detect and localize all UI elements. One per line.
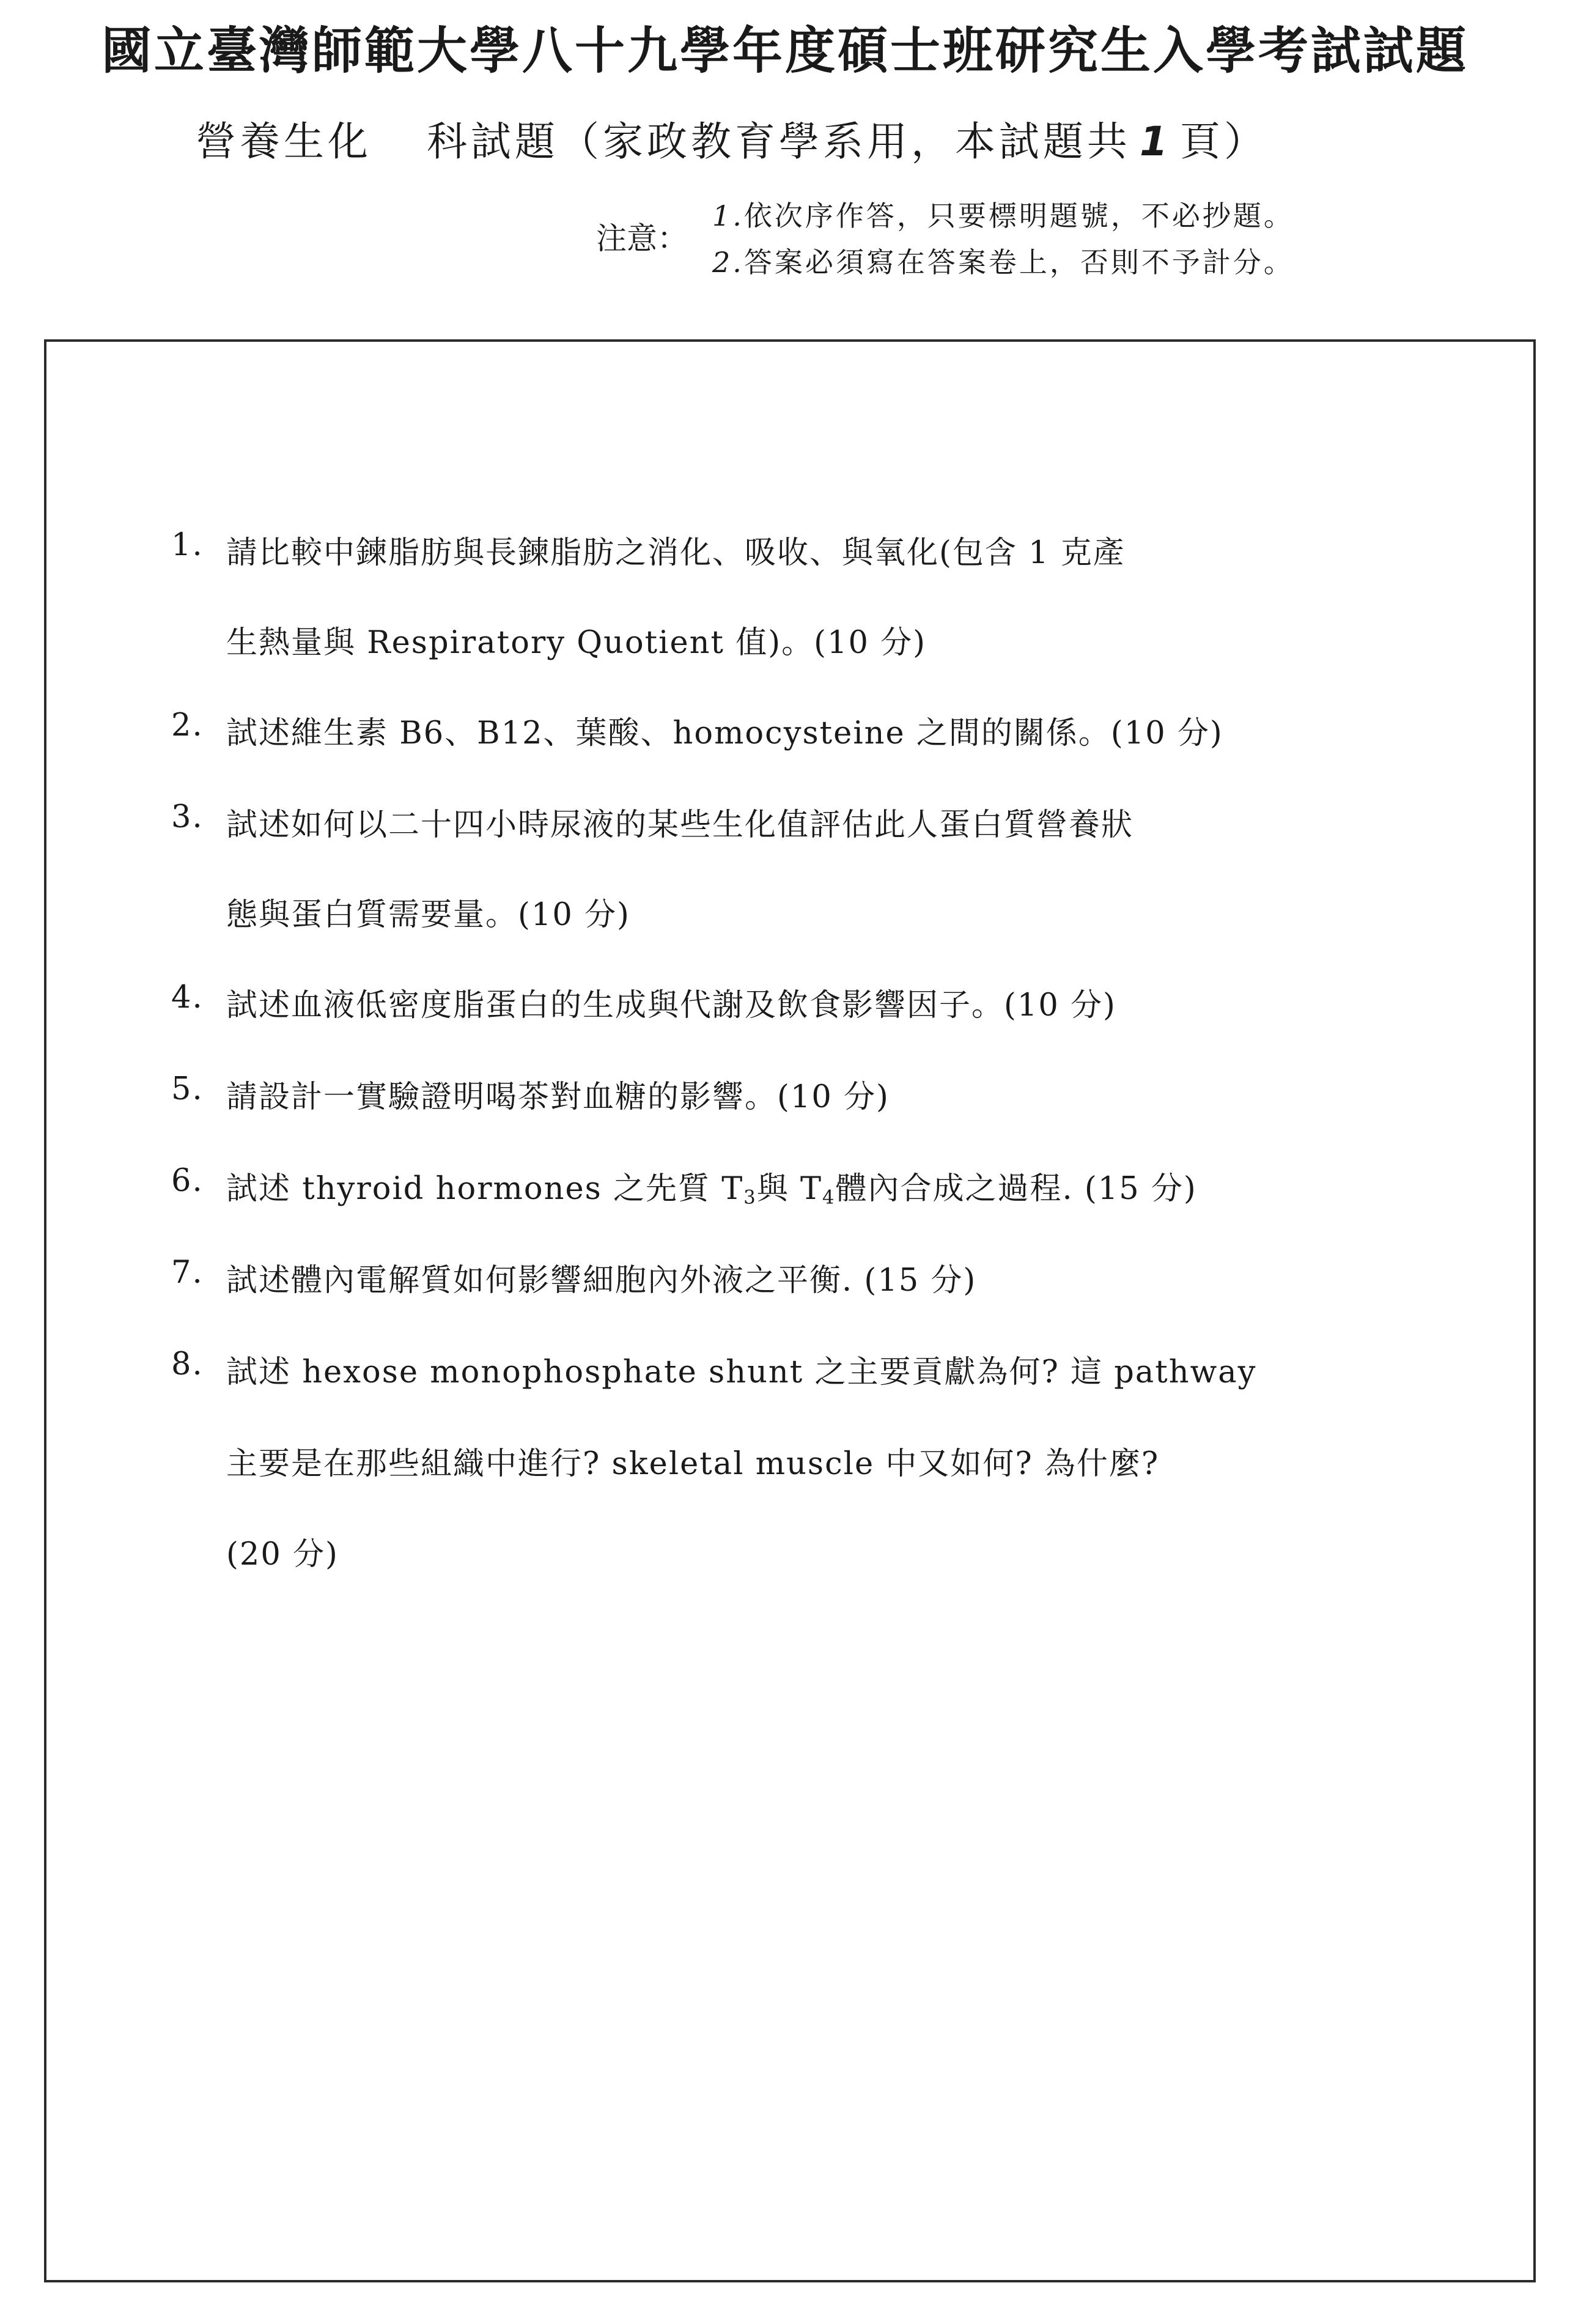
question-number: 1.: [171, 527, 204, 563]
exam-subtitle: [196, 109, 1268, 167]
notice-item-number: 2.: [712, 246, 744, 279]
subscript-4: 4: [822, 1187, 836, 1209]
subtitle-prefix: 科試題（家政教育學系用，本試題共: [427, 118, 1131, 165]
question-text: 試述血液低密度脂蛋白的生成與代謝及飲食影響因子。(10 分): [226, 987, 1116, 1024]
question-text: [226, 1163, 1197, 1209]
question-number: 8.: [171, 1346, 204, 1382]
question-number: 3.: [171, 799, 204, 835]
subtitle-suffix: 頁）: [1179, 118, 1268, 165]
question-text: 態與蛋白質需要量。(10 分): [226, 897, 630, 933]
question-number: 7.: [171, 1255, 204, 1291]
question-text: 主要是在那些組織中進行? skeletal muscle 中又如何? 為什麼?: [226, 1446, 1160, 1482]
page-count: 1: [1140, 118, 1171, 165]
question-text: (20 分): [226, 1536, 339, 1573]
question-text-part: 試述 thyroid hormones 之先質 T: [226, 1171, 744, 1207]
exam-title: 國立臺灣師範大學八十九學年度碩士班研究生入學考試試題: [101, 21, 1469, 80]
question-number: 6.: [171, 1163, 204, 1199]
question-text: 試述如何以二十四小時尿液的某些生化值評估此人蛋白質營養狀: [226, 807, 1134, 843]
question-number: 2.: [171, 707, 204, 743]
notice-label: 注意：: [596, 221, 688, 256]
question-text-part: 與 T: [756, 1171, 822, 1207]
question-text: 試述體內電解質如何影響細胞內外液之平衡. (15 分): [226, 1263, 977, 1299]
question-number: 5.: [171, 1071, 204, 1107]
question-text: 生熱量與 Respiratory Quotient 值)。(10 分): [226, 625, 927, 661]
question-text-part: 體內合成之過程. (15 分): [835, 1171, 1197, 1207]
question-text: 試述維生素 B6、B12、葉酸、homocysteine 之間的關係。(10 分): [226, 715, 1223, 751]
notice-item: [712, 193, 1294, 239]
subject-name: 營養生化: [196, 118, 372, 165]
question-number: 4.: [171, 979, 204, 1016]
notice-item: [712, 239, 1294, 286]
notice-list: [712, 193, 1294, 286]
notice-item-number: 1.: [712, 199, 744, 232]
question-text: 試述 hexose monophosphate shunt 之主要貢獻為何? 這 pathway: [226, 1354, 1257, 1390]
subscript-3: 3: [743, 1187, 757, 1209]
question-text: 請比較中鍊脂肪與長鍊脂肪之消化、吸收、與氧化(包含 1 克產: [226, 535, 1126, 571]
notice-item-text: 答案必須寫在答案卷上，否則不予計分。: [743, 246, 1294, 279]
notice-item-text: 依次序作答，只要標明題號，不必抄題。: [743, 199, 1294, 232]
question-text: 請設計一實驗證明喝茶對血糖的影響。(10 分): [226, 1079, 890, 1115]
